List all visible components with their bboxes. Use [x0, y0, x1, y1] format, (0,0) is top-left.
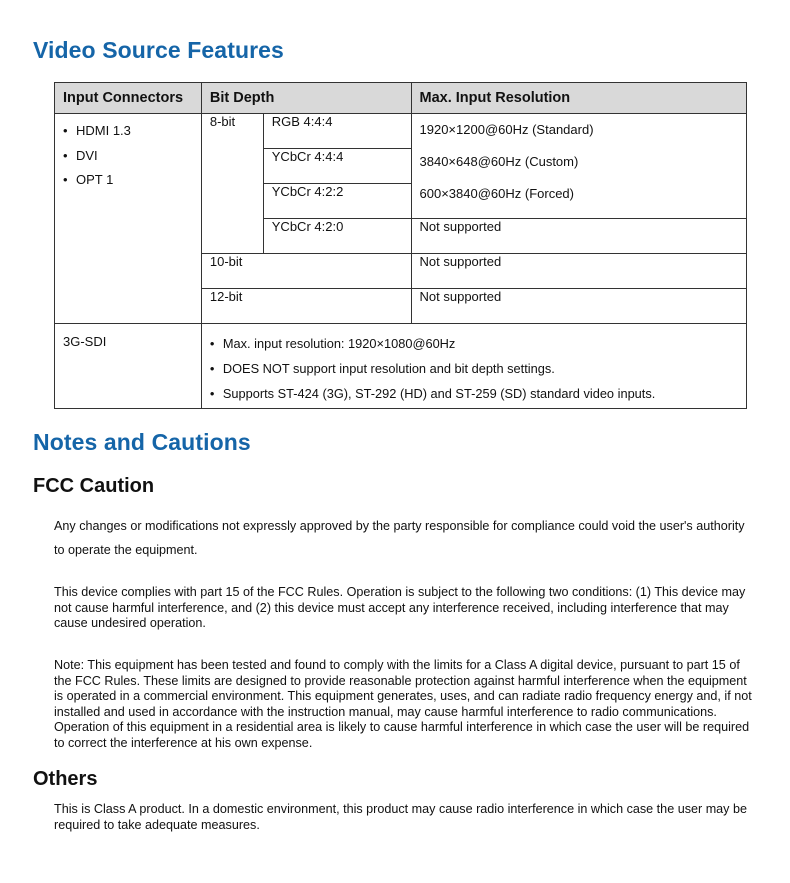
connector-3g-sdi: 3G-SDI [55, 324, 202, 409]
video-source-table [54, 82, 747, 409]
table-header-row [55, 83, 747, 114]
table-row [55, 324, 747, 409]
section-title-video-source-features: Video Source Features [33, 37, 284, 63]
list-item: • DOES NOT support input resolution and bit depth settings. [210, 356, 738, 381]
header-bit-depth: Bit Depth [201, 83, 411, 114]
format-ycbcr444: YCbCr 4:4:4 [263, 149, 411, 184]
list-item: • DVI [63, 144, 193, 169]
section-title-notes-and-cautions: Notes and Cautions [33, 429, 251, 455]
sdi-notes-cell [201, 324, 746, 409]
fcc-paragraph-3: Note: This equipment has been tested and found to comply with the limits for a Class A digital device, pursuant to part 15 of the FCC Rules. These limits are designed to provide reasonable protection against harmful interference when the equipment is operated in a commercial environment. This equipment generates, uses, and can radiate radio frequency energy and, if not installed and used in accordance with the instruction manual, may cause harmful interference to radio communications. Operation of this equipment in a residential area is likely to cause harmful interference in which case the user will be required to correct the interference at his own expense. [54, 658, 752, 750]
resolution-10bit: Not supported [411, 254, 746, 289]
header-input-connectors: Input Connectors [55, 83, 202, 114]
format-rgb444: RGB 4:4:4 [263, 114, 411, 149]
resolution-standard: 1920×1200@60Hz (Standard) [419, 122, 594, 137]
format-ycbcr420: YCbCr 4:2:0 [263, 219, 411, 254]
resolution-12bit: Not supported [411, 289, 746, 324]
list-item: • OPT 1 [63, 168, 193, 193]
table-row [55, 114, 747, 149]
connector-list [63, 119, 193, 193]
list-item: • Supports ST-424 (3G), ST-292 (HD) and ST-259 (SD) standard video inputs. [210, 381, 738, 406]
header-max-input-resolution: Max. Input Resolution [411, 83, 746, 114]
connectors-cell [55, 114, 202, 324]
resolution-forced: 600×3840@60Hz (Forced) [419, 186, 574, 201]
others-paragraph: This is Class A product. In a domestic environment, this product may cause radio interference in which case the user may be required to take adequate measures. [54, 802, 747, 832]
fcc-paragraph-1: Any changes or modifications not expressly approved by the party responsible for compliance could void the user's authority to operate the equipment. [54, 519, 745, 557]
bit-depth-8: 8-bit [201, 114, 263, 254]
format-ycbcr422: YCbCr 4:2:2 [263, 184, 411, 219]
subsection-title-others: Others [33, 768, 98, 790]
list-item: • Max. input resolution: 1920×1080@60Hz [210, 331, 738, 356]
resolution-ycbcr420: Not supported [411, 219, 746, 254]
subsection-title-fcc-caution: FCC Caution [33, 475, 155, 497]
resolution-custom: 3840×648@60Hz (Custom) [419, 154, 579, 169]
sdi-notes-list [210, 331, 738, 406]
bit-depth-12: 12-bit [201, 289, 411, 324]
bit-depth-10: 10-bit [201, 254, 411, 289]
resolution-cell-8bit [411, 114, 746, 219]
fcc-paragraph-2: This device complies with part 15 of the FCC Rules. Operation is subject to the following two conditions: (1) This device may not cause harmful interference, and (2) this device must accept any interference received, including interference that may cause undesired operation. [54, 585, 746, 631]
list-item: • HDMI 1.3 [63, 119, 193, 144]
